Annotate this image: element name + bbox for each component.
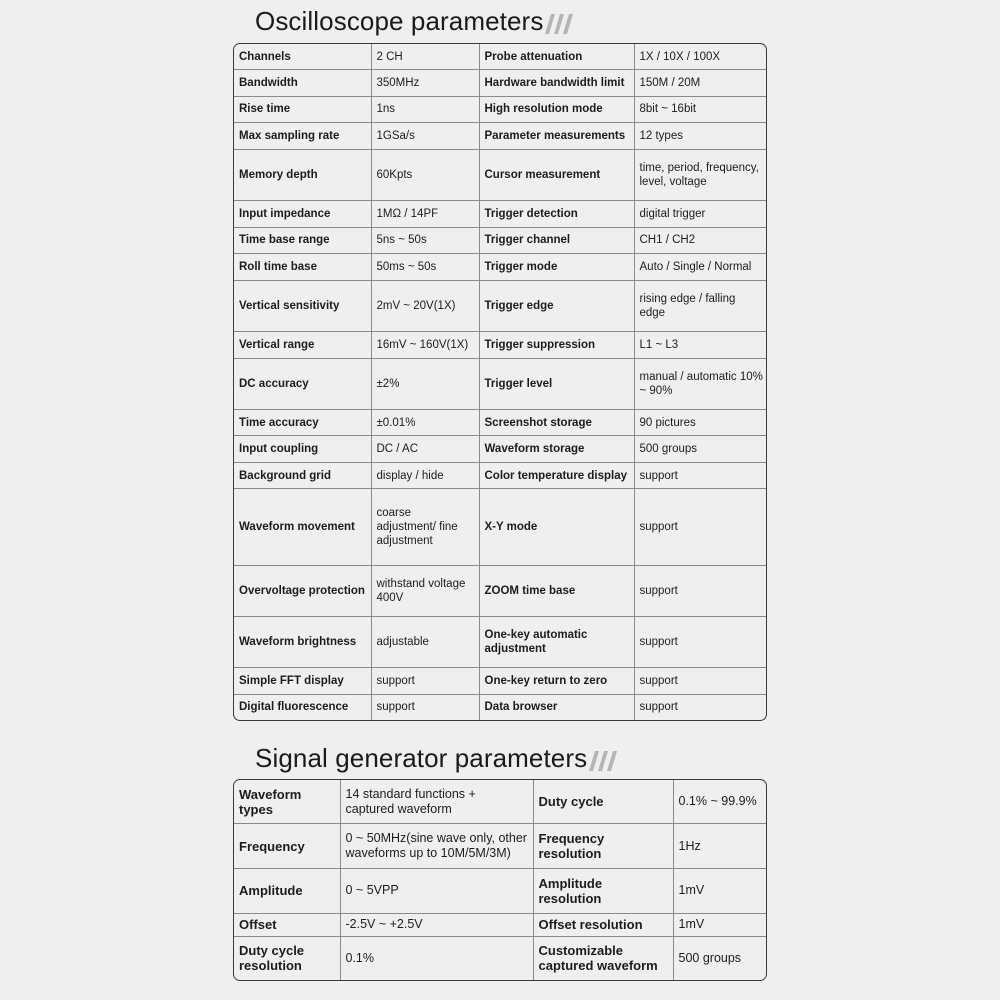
parameter-label: Trigger edge <box>479 280 634 331</box>
parameter-label: Parameter measurements <box>479 123 634 150</box>
parameter-label: Memory depth <box>234 149 371 200</box>
parameter-value: support <box>639 701 678 714</box>
parameter-label: Amplitude <box>234 868 340 913</box>
table-row <box>234 936 767 980</box>
parameter-value: 50ms ~ 50s <box>371 254 479 281</box>
table-row <box>234 358 767 409</box>
table-row <box>234 462 767 489</box>
parameter-value: rising edge / falling edge <box>634 280 767 331</box>
parameter-value: 0 ~ 5VPP <box>340 868 533 913</box>
parameter-label: Waveform storage <box>479 436 634 463</box>
parameter-value: -2.5V ~ +2.5V <box>340 913 533 936</box>
parameter-label: Vertical range <box>234 331 371 358</box>
parameter-value: digital trigger <box>634 201 767 228</box>
parameter-value: 60Kpts <box>371 149 479 200</box>
parameter-value: 1mV <box>673 913 767 936</box>
parameter-value: 1ns <box>371 96 479 123</box>
parameter-value: 5ns ~ 50s <box>371 227 479 254</box>
parameter-label: Probe attenuation <box>479 44 634 70</box>
signal-generator-section-title <box>255 743 617 774</box>
parameter-value: support <box>634 489 767 565</box>
parameter-value: withstand voltage 400V <box>371 565 479 616</box>
parameter-value: CH1 / CH2 <box>634 227 767 254</box>
parameter-value: support <box>371 694 479 720</box>
table-row <box>234 489 767 565</box>
parameter-label: Digital fluorescence <box>234 694 371 720</box>
table-row <box>234 70 767 97</box>
parameter-value: 12 types <box>634 123 767 150</box>
parameter-value: 14 standard functions + captured waveform <box>340 780 533 824</box>
parameter-label: DC accuracy <box>234 358 371 409</box>
parameter-label: Overvoltage protection <box>234 565 371 616</box>
parameter-value: 8bit ~ 16bit <box>634 96 767 123</box>
table-row <box>234 227 767 254</box>
parameter-label: Duty cycle resolution <box>234 936 340 980</box>
slash-decoration-icon <box>589 751 617 771</box>
table-row <box>234 254 767 281</box>
parameter-label: Offset resolution <box>533 913 673 936</box>
parameter-value: 1MΩ / 14PF <box>371 201 479 228</box>
parameter-label: Time base range <box>234 227 371 254</box>
parameter-value: 1GSa/s <box>371 123 479 150</box>
slash-decoration-icon <box>545 14 573 34</box>
parameter-value: 0.1% ~ 99.9% <box>673 780 767 824</box>
parameter-label: Time accuracy <box>234 409 371 436</box>
parameter-value: 500 groups <box>678 950 742 965</box>
parameter-label: Trigger level <box>479 358 634 409</box>
parameter-label: Frequency <box>234 824 340 869</box>
parameter-label: Color temperature display <box>479 462 634 489</box>
parameter-label: Trigger mode <box>479 254 634 281</box>
parameter-label: One-key return to zero <box>479 668 634 695</box>
parameter-value: 16mV ~ 160V(1X) <box>371 331 479 358</box>
parameter-label: Simple FFT display <box>234 668 371 695</box>
parameter-label: Rise time <box>234 96 371 123</box>
parameter-value: display / hide <box>371 462 479 489</box>
table-row <box>234 331 767 358</box>
parameter-value: manual / automatic 10% ~ 90% <box>634 358 767 409</box>
parameter-label: Hardware bandwidth limit <box>479 70 634 97</box>
parameter-label: Frequency resolution <box>533 824 673 869</box>
parameter-label: Roll time base <box>234 254 371 281</box>
parameter-label: Bandwidth <box>234 70 371 97</box>
parameter-value: Auto / Single / Normal <box>634 254 767 281</box>
parameter-value: support <box>634 616 767 667</box>
parameter-label: Cursor measurement <box>479 149 634 200</box>
table-row <box>234 824 767 869</box>
parameter-value: ±0.01% <box>371 409 479 436</box>
table-row <box>234 44 767 70</box>
oscilloscope-section-title <box>255 6 573 37</box>
parameter-label: Trigger detection <box>479 201 634 228</box>
table-row <box>234 565 767 616</box>
parameter-value: 2mV ~ 20V(1X) <box>371 280 479 331</box>
table-row <box>234 616 767 667</box>
parameter-value: 150M / 20M <box>634 70 767 97</box>
parameter-value: L1 ~ L3 <box>634 331 767 358</box>
parameter-value: 1X / 10X / 100X <box>634 44 767 70</box>
parameter-value: support <box>634 668 767 695</box>
table-row <box>234 280 767 331</box>
parameter-value: 90 pictures <box>634 409 767 436</box>
parameter-value: coarse adjustment/ fine adjustment <box>371 489 479 565</box>
table-row <box>234 436 767 463</box>
parameter-label: Waveform types <box>234 780 340 824</box>
parameter-value: 500 groups <box>634 436 767 463</box>
oscilloscope-parameters-table <box>233 43 767 721</box>
parameter-label: High resolution mode <box>479 96 634 123</box>
parameter-label: Trigger channel <box>479 227 634 254</box>
oscilloscope-title-text: Oscilloscope parameters <box>255 6 544 36</box>
table-row <box>234 780 767 824</box>
parameter-value: DC / AC <box>371 436 479 463</box>
parameter-label: Offset <box>234 913 340 936</box>
table-row <box>234 913 767 936</box>
table-row <box>234 123 767 150</box>
signal-generator-title-text: Signal generator parameters <box>255 743 588 773</box>
table-row <box>234 868 767 913</box>
parameter-value: 0 ~ 50MHz(sine wave only, other waveforms up to 10M/5M/3M) <box>340 824 533 869</box>
parameter-label: Data browser <box>479 694 634 720</box>
table-row <box>234 409 767 436</box>
parameter-label: Input coupling <box>234 436 371 463</box>
parameter-label: Channels <box>234 44 371 70</box>
parameter-label: Trigger suppression <box>479 331 634 358</box>
parameter-value: 1Hz <box>673 824 767 869</box>
parameter-value: support <box>371 668 479 695</box>
parameter-label: ZOOM time base <box>479 565 634 616</box>
parameter-label: Customizable captured waveform <box>533 936 673 980</box>
table-row <box>234 668 767 695</box>
parameter-value: support <box>634 462 767 489</box>
parameter-value: 1mV <box>673 868 767 913</box>
signal-generator-parameters-table <box>233 779 767 981</box>
parameter-label: Max sampling rate <box>234 123 371 150</box>
parameter-label: Screenshot storage <box>479 409 634 436</box>
parameter-value: 2 CH <box>371 44 479 70</box>
parameter-value: time, period, frequency, level, voltage <box>634 149 767 200</box>
parameter-label: Waveform brightness <box>234 616 371 667</box>
parameter-value: support <box>634 565 767 616</box>
parameter-value: adjustable <box>371 616 479 667</box>
parameter-value: 0.1% <box>340 936 533 980</box>
parameter-label: Duty cycle <box>533 780 673 824</box>
parameter-label: Input impedance <box>234 201 371 228</box>
parameter-label: One-key automatic adjustment <box>479 616 634 667</box>
parameter-label: Amplitude resolution <box>533 868 673 913</box>
table-row <box>234 201 767 228</box>
parameter-value: ±2% <box>371 358 479 409</box>
parameter-label: X-Y mode <box>479 489 634 565</box>
parameter-label: Vertical sensitivity <box>234 280 371 331</box>
parameter-label: Background grid <box>234 462 371 489</box>
parameter-label: Waveform movement <box>234 489 371 565</box>
table-row <box>234 694 767 720</box>
table-row <box>234 96 767 123</box>
table-row <box>234 149 767 200</box>
parameter-value: 350MHz <box>371 70 479 97</box>
